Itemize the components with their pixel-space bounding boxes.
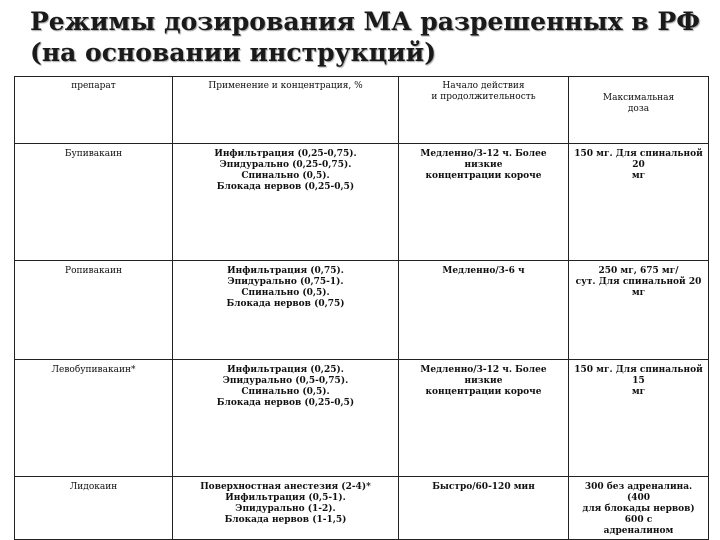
dosing-table (14, 76, 709, 540)
header-drug (15, 77, 173, 144)
max-dose-line: для блокады нервов) 600 с (582, 504, 695, 525)
header-max-dose-line: Максимальная (602, 93, 675, 103)
application-line: Блокада нервов (1-1,5) (224, 515, 347, 525)
max-dose-line: 250 мг, 675 мг/ (598, 266, 679, 276)
cell-onset (399, 477, 569, 540)
cell-drug (15, 261, 173, 360)
cell-onset (399, 360, 569, 477)
onset-line: Медленно/3-12 ч. Более низкие (420, 149, 547, 170)
max-dose-line: мг (631, 387, 646, 397)
header-application-label: Применение и концентрация, % (208, 81, 363, 91)
cell-drug (15, 144, 173, 261)
max-dose-line: сут. Для спинальной 20 мг (575, 277, 702, 298)
application-line: Инфильтрация (0,25-0,75). (214, 149, 357, 159)
title-line-2: (на основании инструкций) (30, 38, 437, 67)
onset-line: Медленно/3-6 ч (442, 266, 525, 276)
application-line: Эпидурально (0,5-0,75). (222, 376, 349, 386)
cell-max-dose (569, 360, 709, 477)
drug-name: Бупивакаин (64, 149, 123, 159)
cell-application (173, 477, 399, 540)
drug-name: Лидокаин (69, 482, 118, 492)
header-application (173, 77, 399, 144)
drug-name: Ропивакаин (65, 266, 122, 276)
header-max-dose-line: доза (627, 104, 650, 114)
cell-drug (15, 477, 173, 540)
application-line: Блокада нервов (0,75) (226, 299, 345, 309)
header-drug-label: препарат (71, 81, 116, 91)
table-row (15, 477, 709, 540)
max-dose-line: адреналином (603, 526, 674, 536)
onset-line: концентрации короче (425, 171, 542, 181)
table-row (15, 360, 709, 477)
header-onset (399, 77, 569, 144)
cell-application (173, 261, 399, 360)
title-line-1: Режимы дозирования МА разрешенных в РФ (30, 7, 700, 36)
cell-max-dose (569, 144, 709, 261)
application-line: Инфильтрация (0,5-1). (225, 493, 346, 503)
table-row (15, 261, 709, 360)
application-line: Эпидурально (0,25-0,75). (219, 160, 352, 170)
max-dose-line: 150 мг. Для спинальной 15 (574, 365, 703, 386)
max-dose-line: 150 мг. Для спинальной 20 (574, 149, 703, 170)
application-line: Блокада нервов (0,25-0,5) (216, 398, 355, 408)
cell-application (173, 144, 399, 261)
onset-line: Медленно/3-12 ч. Более низкие (420, 365, 547, 386)
cell-application (173, 360, 399, 477)
application-line: Спинально (0,5). (241, 387, 330, 397)
header-onset-line: Начало действия (442, 81, 525, 91)
application-line: Инфильтрация (0,75). (227, 266, 344, 276)
drug-name: Левобупивакаин* (51, 365, 136, 375)
header-onset-line: и продолжительность (431, 92, 536, 102)
application-line: Эпидурально (0,75-1). (227, 277, 344, 287)
application-line: Эпидурально (1-2). (235, 504, 336, 514)
application-line: Спинально (0,5). (241, 288, 330, 298)
max-dose-line: 300 без адреналина. (400 (584, 482, 693, 503)
onset-line: концентрации короче (425, 387, 542, 397)
application-line: Спинально (0,5). (241, 171, 330, 181)
header-max-dose (569, 77, 709, 144)
cell-onset (399, 261, 569, 360)
slide-title (30, 6, 710, 68)
application-line: Блокада нервов (0,25-0,5) (216, 182, 355, 192)
cell-max-dose (569, 261, 709, 360)
cell-drug (15, 360, 173, 477)
table-row (15, 144, 709, 261)
cell-max-dose (569, 477, 709, 540)
onset-line: Быстро/60-120 мин (432, 482, 535, 492)
cell-onset (399, 144, 569, 261)
application-line: Инфильтрация (0,25). (227, 365, 344, 375)
application-line: Поверхностная анестезия (2-4)* (200, 482, 371, 492)
table-header-row (15, 77, 709, 144)
max-dose-line: мг (631, 171, 646, 181)
